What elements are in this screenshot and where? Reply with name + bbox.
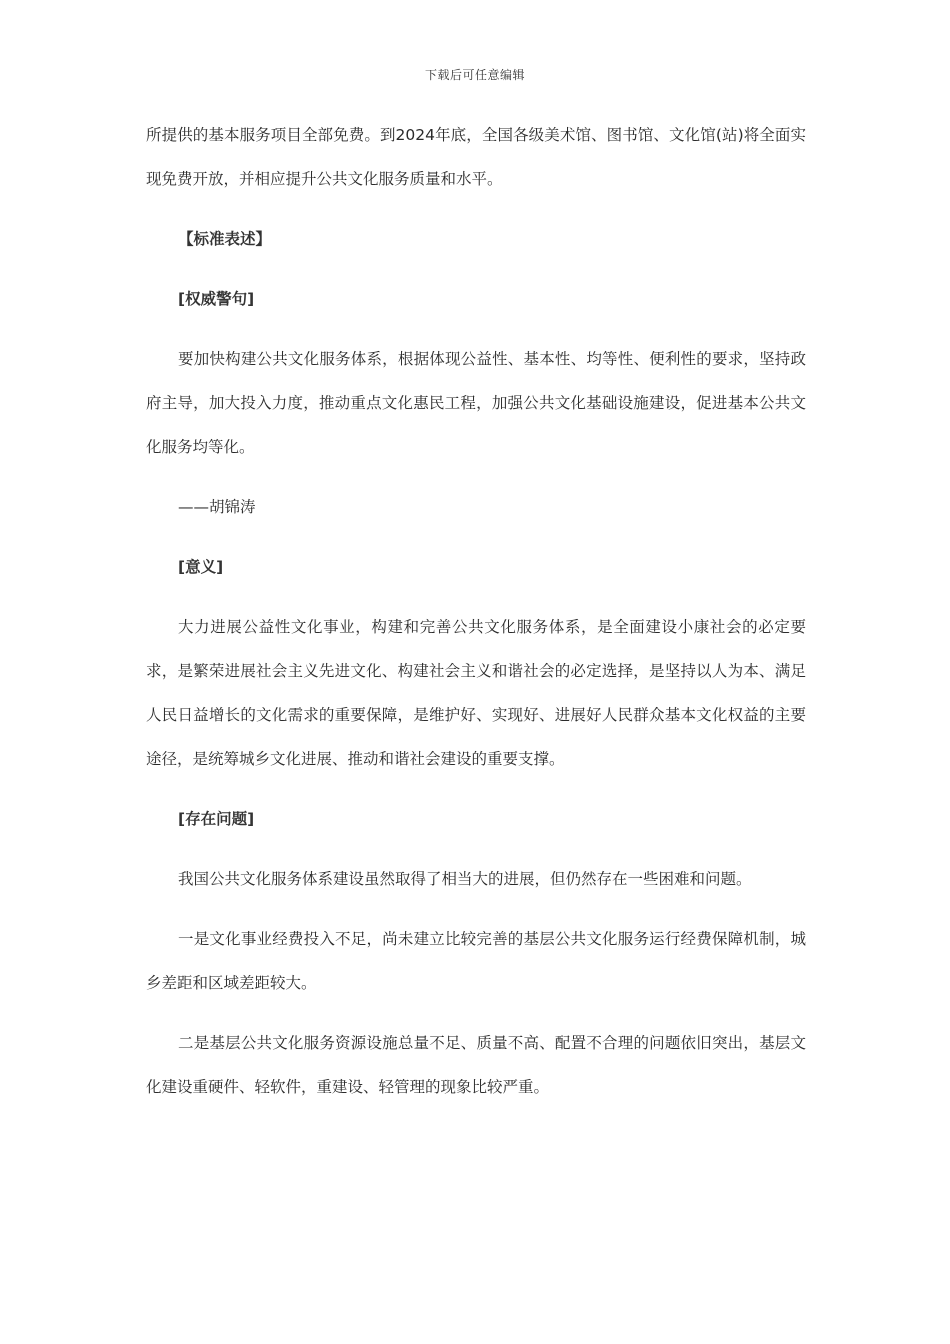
paragraph-problem-2: 二是基层公共文化服务资源设施总量不足、质量不高、配置不合理的问题依旧突出，基层文化建设重硬件、轻软件，重建设、轻管理的现象比较严重。 [146,1034,806,1096]
page-header-note: 下载后可任意编辑 [424,68,525,82]
heading-meaning: [意义] [178,558,224,576]
paragraph-quote: 要加快构建公共文化服务体系，根据体现公益性、基本性、均等性、便利性的要求，坚持政府主导，加大投入力度，推动重点文化惠民工程，加强公共文化基础设施建设，促进基本公共文化服务均等化。 [146,350,806,456]
document-body [146,113,806,1109]
heading-quote: [权威警句] [178,290,255,308]
paragraph-author: ——胡锦涛 [178,498,256,516]
paragraph-meaning: 大力进展公益性文化事业，构建和完善公共文化服务体系，是全面建设小康社会的必定要求，是繁荣进展社会主义先进文化、构建社会主义和谐社会的必定选择，是坚持以人为本、满足人民日益增长的文化需求的重要保障，是维护好、实现好、进展好人民群众基本文化权益的主要途径，是统筹城乡文化进展、推动和谐社会建设的重要支撑。 [146,618,806,768]
paragraph-intro: 所提供的基本服务项目全部免费。到2024年底，全国各级美术馆、图书馆、文化馆(站)将全面实现免费开放，并相应提升公共文化服务质量和水平。 [146,126,806,188]
paragraph-problem-1: 一是文化事业经费投入不足，尚未建立比较完善的基层公共文化服务运行经费保障机制，城乡差距和区域差距较大。 [146,930,806,992]
heading-standard: 【标准表述】 [178,230,272,248]
paragraph-problems: 我国公共文化服务体系建设虽然取得了相当大的进展，但仍然存在一些困难和问题。 [178,870,752,888]
heading-problems: [存在问题] [178,810,255,828]
